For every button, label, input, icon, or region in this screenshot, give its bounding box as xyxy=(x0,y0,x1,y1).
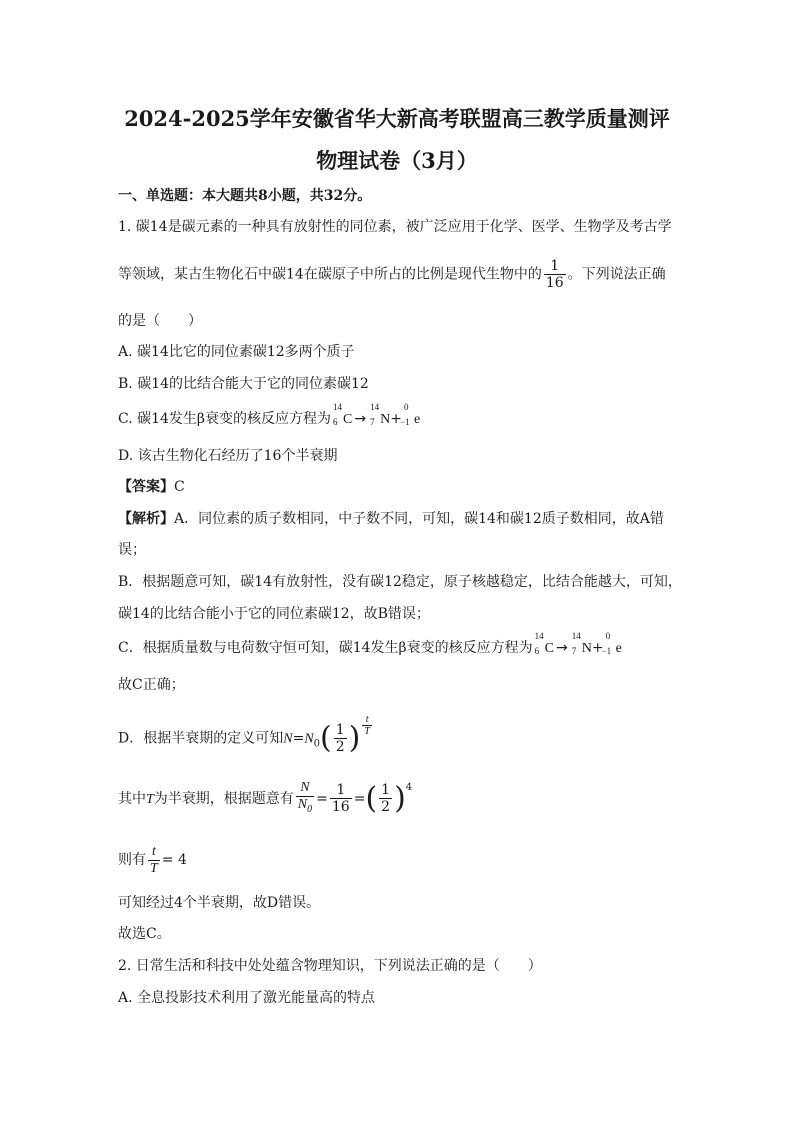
exponent-t-over-T xyxy=(362,714,372,737)
title-line-1: 2024-2025学年安徽省华大新高考联盟高三教学质量测评 xyxy=(124,106,670,131)
electron-charge: −1 xyxy=(601,646,612,656)
q1-option-a: A. 碳14比它的同位素碳12多两个质子 xyxy=(118,344,355,360)
exponent-four: 4 xyxy=(405,782,413,793)
q1-analysis-a-2: 误； xyxy=(118,542,146,558)
nuclide-carbon xyxy=(333,402,353,430)
frac-denominator: 2 xyxy=(335,739,345,755)
fraction-t-over-T xyxy=(148,844,160,877)
q1-analysis-d-2 xyxy=(118,780,412,818)
symbol-N: N xyxy=(283,731,293,747)
analysis-a-text: A．同位素的质子数相同，中子数不同，可知，碳14和碳12质子数相同，故A错 xyxy=(174,511,664,527)
analysis-c-text: C．根据质量数与电荷数守恒可知，碳14发生β衰变的核反应方程为 xyxy=(118,640,533,656)
title-line-2: 物理试卷（3月） xyxy=(316,148,478,173)
carbon-charge: 6 xyxy=(534,646,540,656)
fraction-one-sixteenth xyxy=(544,258,566,291)
frac-numerator: 1 xyxy=(381,782,391,799)
q1-analysis-d-3 xyxy=(118,842,187,878)
q1-analysis-c-1 xyxy=(118,631,622,659)
analysis-d-text: D．根据半衰期的定义可知 xyxy=(118,730,284,747)
nitrogen-mass: 14 xyxy=(571,631,581,641)
q2-option-a: A. 全息投影技术利用了激光能量高的特点 xyxy=(118,990,376,1006)
frac-numerator: 1 xyxy=(335,722,345,738)
equals-four: = 4 xyxy=(161,852,187,868)
frac-numerator: t xyxy=(148,844,160,861)
q1-stem-line-2-text: 等领域，某古生物化石中碳14在碳原子中所占的比例是现代生物中的 xyxy=(118,266,542,283)
section-header: 一、单选题：本大题共8小题，共32分。 xyxy=(118,188,372,204)
q1-analysis-a-1 xyxy=(118,509,664,529)
equals-sign: = xyxy=(353,790,366,807)
electron-mass: 0 xyxy=(403,402,409,412)
q1-option-d: D. 该古生物化石经历了16个半衰期 xyxy=(118,448,338,464)
paren-close: ) xyxy=(394,780,406,816)
frac-denominator: 2 xyxy=(381,799,391,816)
q1-analysis-b-2: 碳14的比结合能小于它的同位素碳12，故B错误； xyxy=(118,606,430,622)
analysis-d2-mid: 为半衰期，根据题意有 xyxy=(153,790,294,807)
electron-charge: −1 xyxy=(399,417,410,427)
reaction-arrow: → xyxy=(354,411,367,427)
answer-label: 【答案】 xyxy=(118,479,174,495)
analysis-d2-text: 其中 xyxy=(118,790,146,807)
plus-sign: + xyxy=(390,411,402,427)
carbon-mass: 14 xyxy=(333,402,343,412)
carbon-mass: 14 xyxy=(534,631,544,641)
frac-denominator: 16 xyxy=(331,799,350,816)
fraction-one-sixteenth xyxy=(330,782,352,815)
q1-answer xyxy=(118,477,185,497)
subscript-zero: 0 xyxy=(307,803,313,815)
reaction-arrow: → xyxy=(555,640,568,656)
frac-numerator: N xyxy=(296,780,314,797)
answer-value: C xyxy=(174,479,185,495)
electron-mass: 0 xyxy=(605,631,611,641)
electron-symbol: e xyxy=(615,641,622,656)
symbol-N0: N xyxy=(297,797,308,812)
paren-open: ( xyxy=(320,720,332,756)
nuclide-electron-2 xyxy=(601,631,622,659)
carbon-symbol: C xyxy=(343,412,353,427)
nuclide-carbon-2 xyxy=(534,631,554,659)
q1-analysis-b-1: B．根据题意可知，碳14有放射性，没有碳12稳定，原子核越稳定，比结合能越大，可知， xyxy=(118,574,682,590)
q1-analysis-d-4: 可知经过4个半衰期，故D错误。 xyxy=(118,895,321,911)
paren-open: ( xyxy=(365,780,378,816)
fraction-half xyxy=(334,722,347,755)
analysis-d3-text: 则有 xyxy=(118,852,146,868)
frac-denominator: T xyxy=(150,860,158,876)
carbon-symbol: C xyxy=(544,641,554,656)
q1-analysis-end: 故选C。 xyxy=(118,926,171,942)
q1-stem-line-1: 1. 碳14是碳元素的一种具有放射性的同位素，被广泛应用于化学、医学、生物学及考古学 xyxy=(118,219,672,235)
paren-close: ) xyxy=(348,720,361,756)
q1-analysis-c-2: 故C正确； xyxy=(118,677,185,693)
nuclide-nitrogen-2 xyxy=(571,631,592,659)
nuclide-nitrogen xyxy=(370,402,391,430)
nitrogen-charge: 7 xyxy=(571,646,577,656)
electron-symbol: e xyxy=(413,412,421,427)
symbol-N0: N xyxy=(304,731,314,747)
symbol-T: T xyxy=(146,791,154,807)
q1-analysis-d-1 xyxy=(118,714,374,760)
q1-stem-line-2 xyxy=(118,258,666,291)
frac-denominator xyxy=(296,797,314,818)
q1-option-c-text: C. 碳14发生β衰变的核反应方程为 xyxy=(118,411,332,427)
fraction-half xyxy=(379,782,392,815)
nitrogen-symbol: N xyxy=(380,412,391,427)
nitrogen-charge: 7 xyxy=(370,417,375,427)
frac-numerator: 1 xyxy=(544,258,566,275)
nitrogen-mass: 14 xyxy=(370,402,380,412)
frac-denominator: 16 xyxy=(545,275,564,291)
carbon-charge: 6 xyxy=(333,417,338,427)
equals-sign: = xyxy=(292,730,305,747)
frac-numerator: 1 xyxy=(330,782,352,799)
plus-sign: + xyxy=(591,640,604,656)
fraction-N-over-N0 xyxy=(296,780,314,818)
exp-numerator: t xyxy=(362,714,372,726)
q1-stem-line-3: 的是（ ） xyxy=(118,313,202,329)
nitrogen-symbol: N xyxy=(581,641,592,656)
equals-sign: = xyxy=(316,790,328,807)
nuclide-electron xyxy=(399,402,421,430)
analysis-label: 【解析】 xyxy=(118,511,174,527)
q1-option-b: B. 碳14的比结合能大于它的同位素碳12 xyxy=(118,376,369,392)
exp-denominator: T xyxy=(364,726,370,737)
subscript-zero: 0 xyxy=(313,738,321,750)
q1-stem-line-2-tail: 。下列说法正确 xyxy=(567,266,666,283)
q1-option-c xyxy=(118,402,421,430)
q2-stem: 2. 日常生活和科技中处处蕴含物理知识，下列说法正确的是（ ） xyxy=(118,958,542,974)
